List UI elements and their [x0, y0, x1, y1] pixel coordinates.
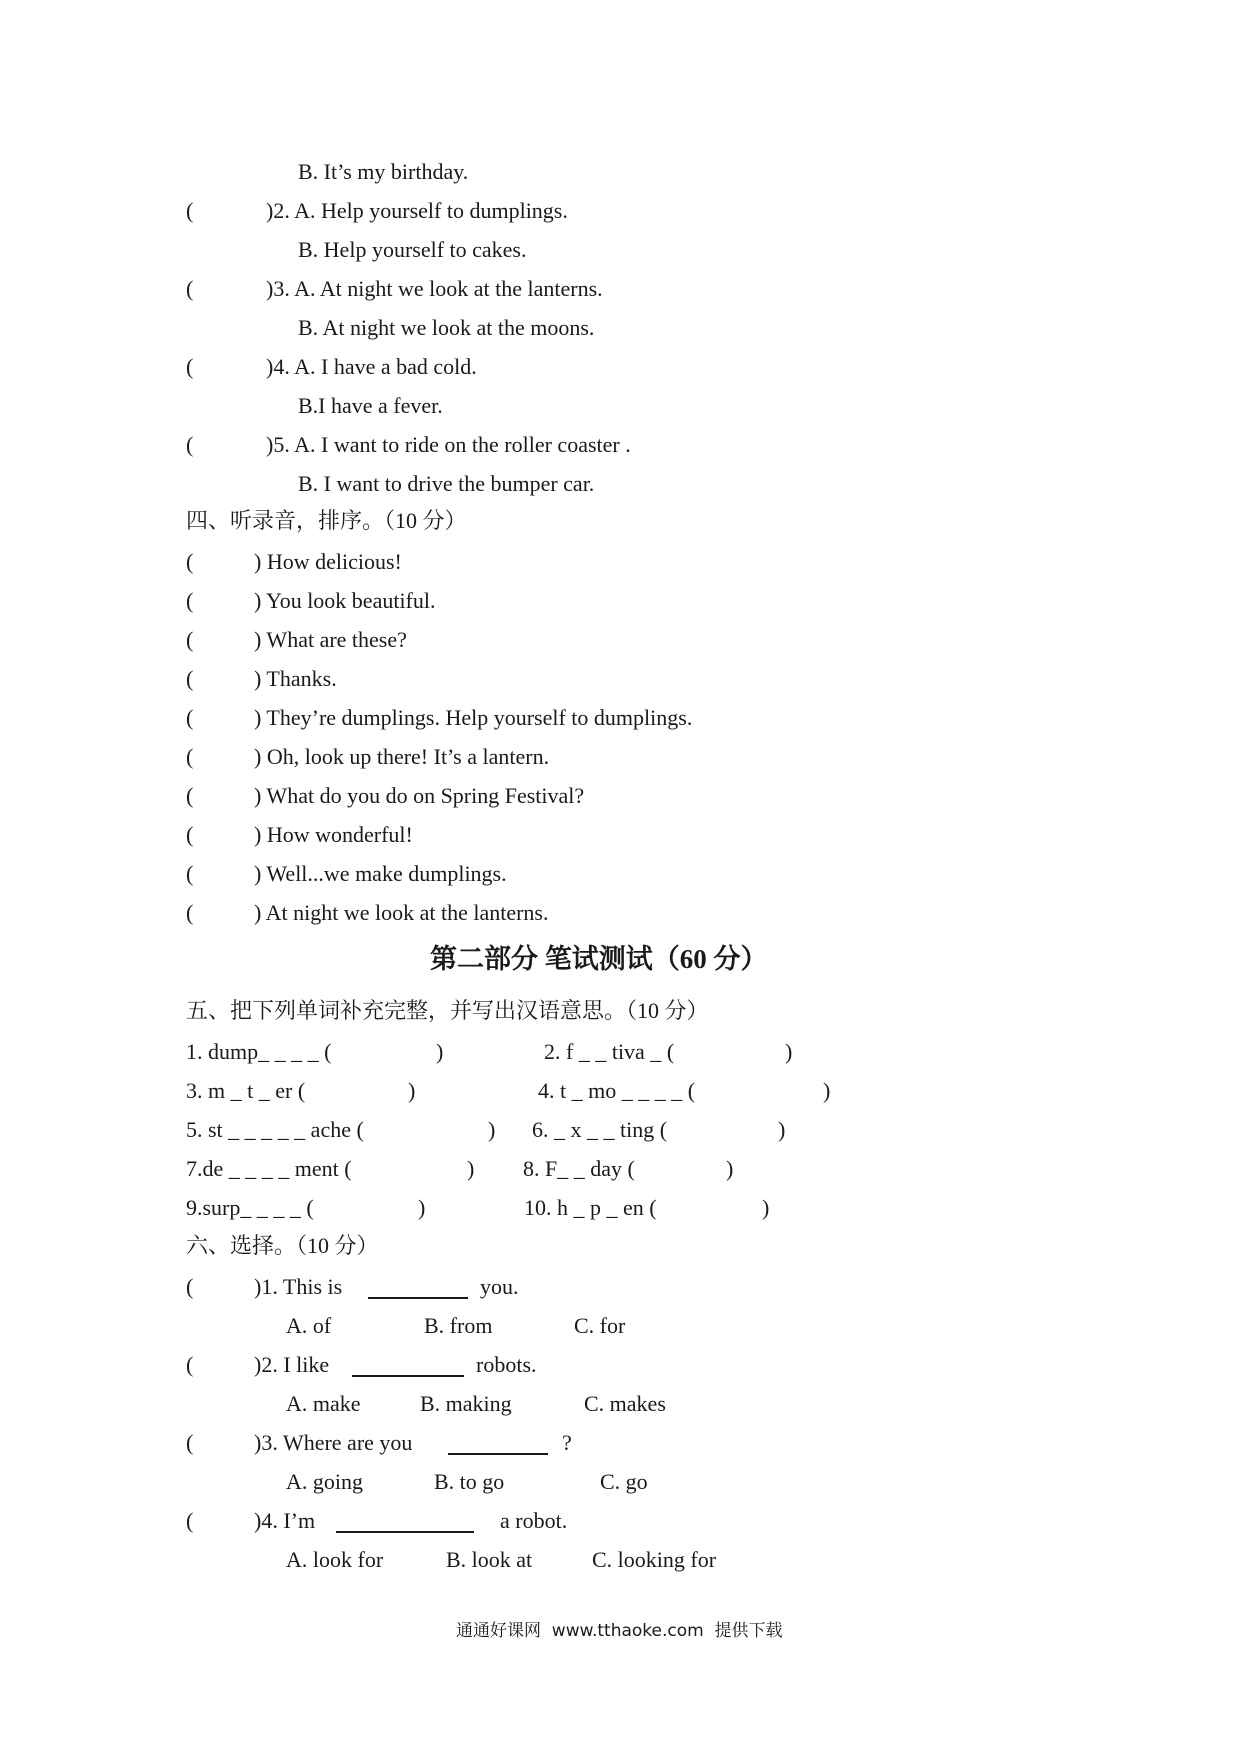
option-text: B. At night we look at the moons.: [298, 315, 595, 340]
option-text: )5. A. I want to ride on the roller coaster .: [266, 432, 631, 457]
section-heading: 五、把下列单词补充完整，并写出汉语意思。（10 分）: [186, 998, 709, 1023]
option-a: A. make: [286, 1391, 361, 1416]
close-paren: ): [823, 1078, 831, 1103]
answer-paren: (: [186, 1352, 194, 1377]
option-b: B. to go: [434, 1469, 505, 1494]
option-b: B. making: [420, 1391, 512, 1416]
answer-blank: [352, 1375, 464, 1377]
option-b: B. from: [424, 1313, 493, 1338]
answer-paren: (: [186, 276, 194, 301]
answer-blank: [448, 1453, 548, 1455]
answer-paren: (: [186, 822, 194, 847]
answer-paren: (: [186, 666, 194, 691]
answer-blank: [368, 1297, 468, 1299]
word-item: 6. _ x _ _ ting (: [532, 1117, 668, 1142]
answer-paren: (: [186, 1430, 194, 1455]
section-heading: 六、选择。（10 分）: [186, 1233, 379, 1258]
word-item: 9.surp_ _ _ _ (: [186, 1195, 314, 1220]
close-paren: ): [408, 1078, 416, 1103]
answer-paren: (: [186, 627, 194, 652]
option-text: B.I have a fever.: [298, 393, 443, 418]
list-item: ) Well...we make dumplings.: [254, 861, 507, 886]
option-c: C. for: [574, 1313, 626, 1338]
question-text: robots.: [476, 1352, 537, 1377]
list-item: ) Thanks.: [254, 666, 337, 691]
answer-paren: (: [186, 549, 194, 574]
option-text: )2. A. Help yourself to dumplings.: [266, 198, 568, 223]
close-paren: ): [488, 1117, 496, 1142]
question-text: )3. Where are you: [254, 1430, 413, 1455]
option-a: A. going: [286, 1469, 363, 1494]
answer-paren: (: [186, 1274, 194, 1299]
word-item: 7.de _ _ _ _ ment (: [186, 1156, 352, 1181]
word-item: 8. F_ _ day (: [523, 1156, 635, 1181]
word-item: 2. f _ _ tiva _ (: [544, 1039, 675, 1064]
answer-blank: [336, 1531, 474, 1533]
option-text: )3. A. At night we look at the lanterns.: [266, 276, 603, 301]
list-item: ) What do you do on Spring Festival?: [254, 783, 585, 808]
option-c: C. go: [600, 1469, 648, 1494]
list-item: ) You look beautiful.: [254, 588, 436, 613]
question-text: )4. I’m: [254, 1508, 316, 1533]
option-a: A. of: [286, 1313, 332, 1338]
answer-paren: (: [186, 198, 194, 223]
question-text: you.: [480, 1274, 519, 1299]
option-text: B. I want to drive the bumper car.: [298, 471, 595, 496]
answer-paren: (: [186, 900, 194, 925]
close-paren: ): [418, 1195, 426, 1220]
list-item: ) At night we look at the lanterns.: [254, 900, 549, 925]
option-c: C. makes: [584, 1391, 666, 1416]
option-text: B. It’s my birthday.: [298, 159, 469, 184]
list-item: ) How delicious!: [254, 549, 402, 574]
answer-paren: (: [186, 744, 194, 769]
word-item: 5. st _ _ _ _ _ ache (: [186, 1117, 364, 1142]
close-paren: ): [467, 1156, 475, 1181]
answer-paren: (: [186, 354, 194, 379]
list-item: ) Oh, look up there! It’s a lantern.: [254, 744, 550, 769]
list-item: ) What are these?: [254, 627, 407, 652]
word-item: 4. t _ mo _ _ _ _ (: [538, 1078, 696, 1103]
list-item: ) They’re dumplings. Help yourself to dumplings.: [254, 705, 693, 730]
answer-paren: (: [186, 861, 194, 886]
question-text: a robot.: [500, 1508, 568, 1533]
option-text: B. Help yourself to cakes.: [298, 237, 527, 262]
answer-paren: (: [186, 705, 194, 730]
list-item: ) How wonderful!: [254, 822, 413, 847]
answer-paren: (: [186, 783, 194, 808]
question-text: ?: [562, 1430, 572, 1455]
section-heading: 四、听录音，排序。（10 分）: [186, 508, 467, 533]
close-paren: ): [778, 1117, 786, 1142]
word-item: 10. h _ p _ en (: [524, 1195, 657, 1220]
close-paren: ): [762, 1195, 770, 1220]
close-paren: ): [785, 1039, 793, 1064]
option-b: B. look at: [446, 1547, 533, 1572]
page-title: 第二部分 笔试测试（60 分）: [430, 944, 768, 974]
close-paren: ): [436, 1039, 444, 1064]
word-item: 1. dump_ _ _ _ (: [186, 1039, 332, 1064]
footer-text: 通通好课网 www.tthaoke.com 提供下载: [456, 1621, 783, 1641]
option-c: C. looking for: [592, 1547, 717, 1572]
option-a: A. look for: [286, 1547, 384, 1572]
close-paren: ): [726, 1156, 734, 1181]
question-text: )2. I like: [254, 1352, 330, 1377]
answer-paren: (: [186, 432, 194, 457]
question-text: )1. This is: [254, 1274, 343, 1299]
word-item: 3. m _ t _ er (: [186, 1078, 306, 1103]
option-text: )4. A. I have a bad cold.: [266, 354, 477, 379]
answer-paren: (: [186, 1508, 194, 1533]
answer-paren: (: [186, 588, 194, 613]
